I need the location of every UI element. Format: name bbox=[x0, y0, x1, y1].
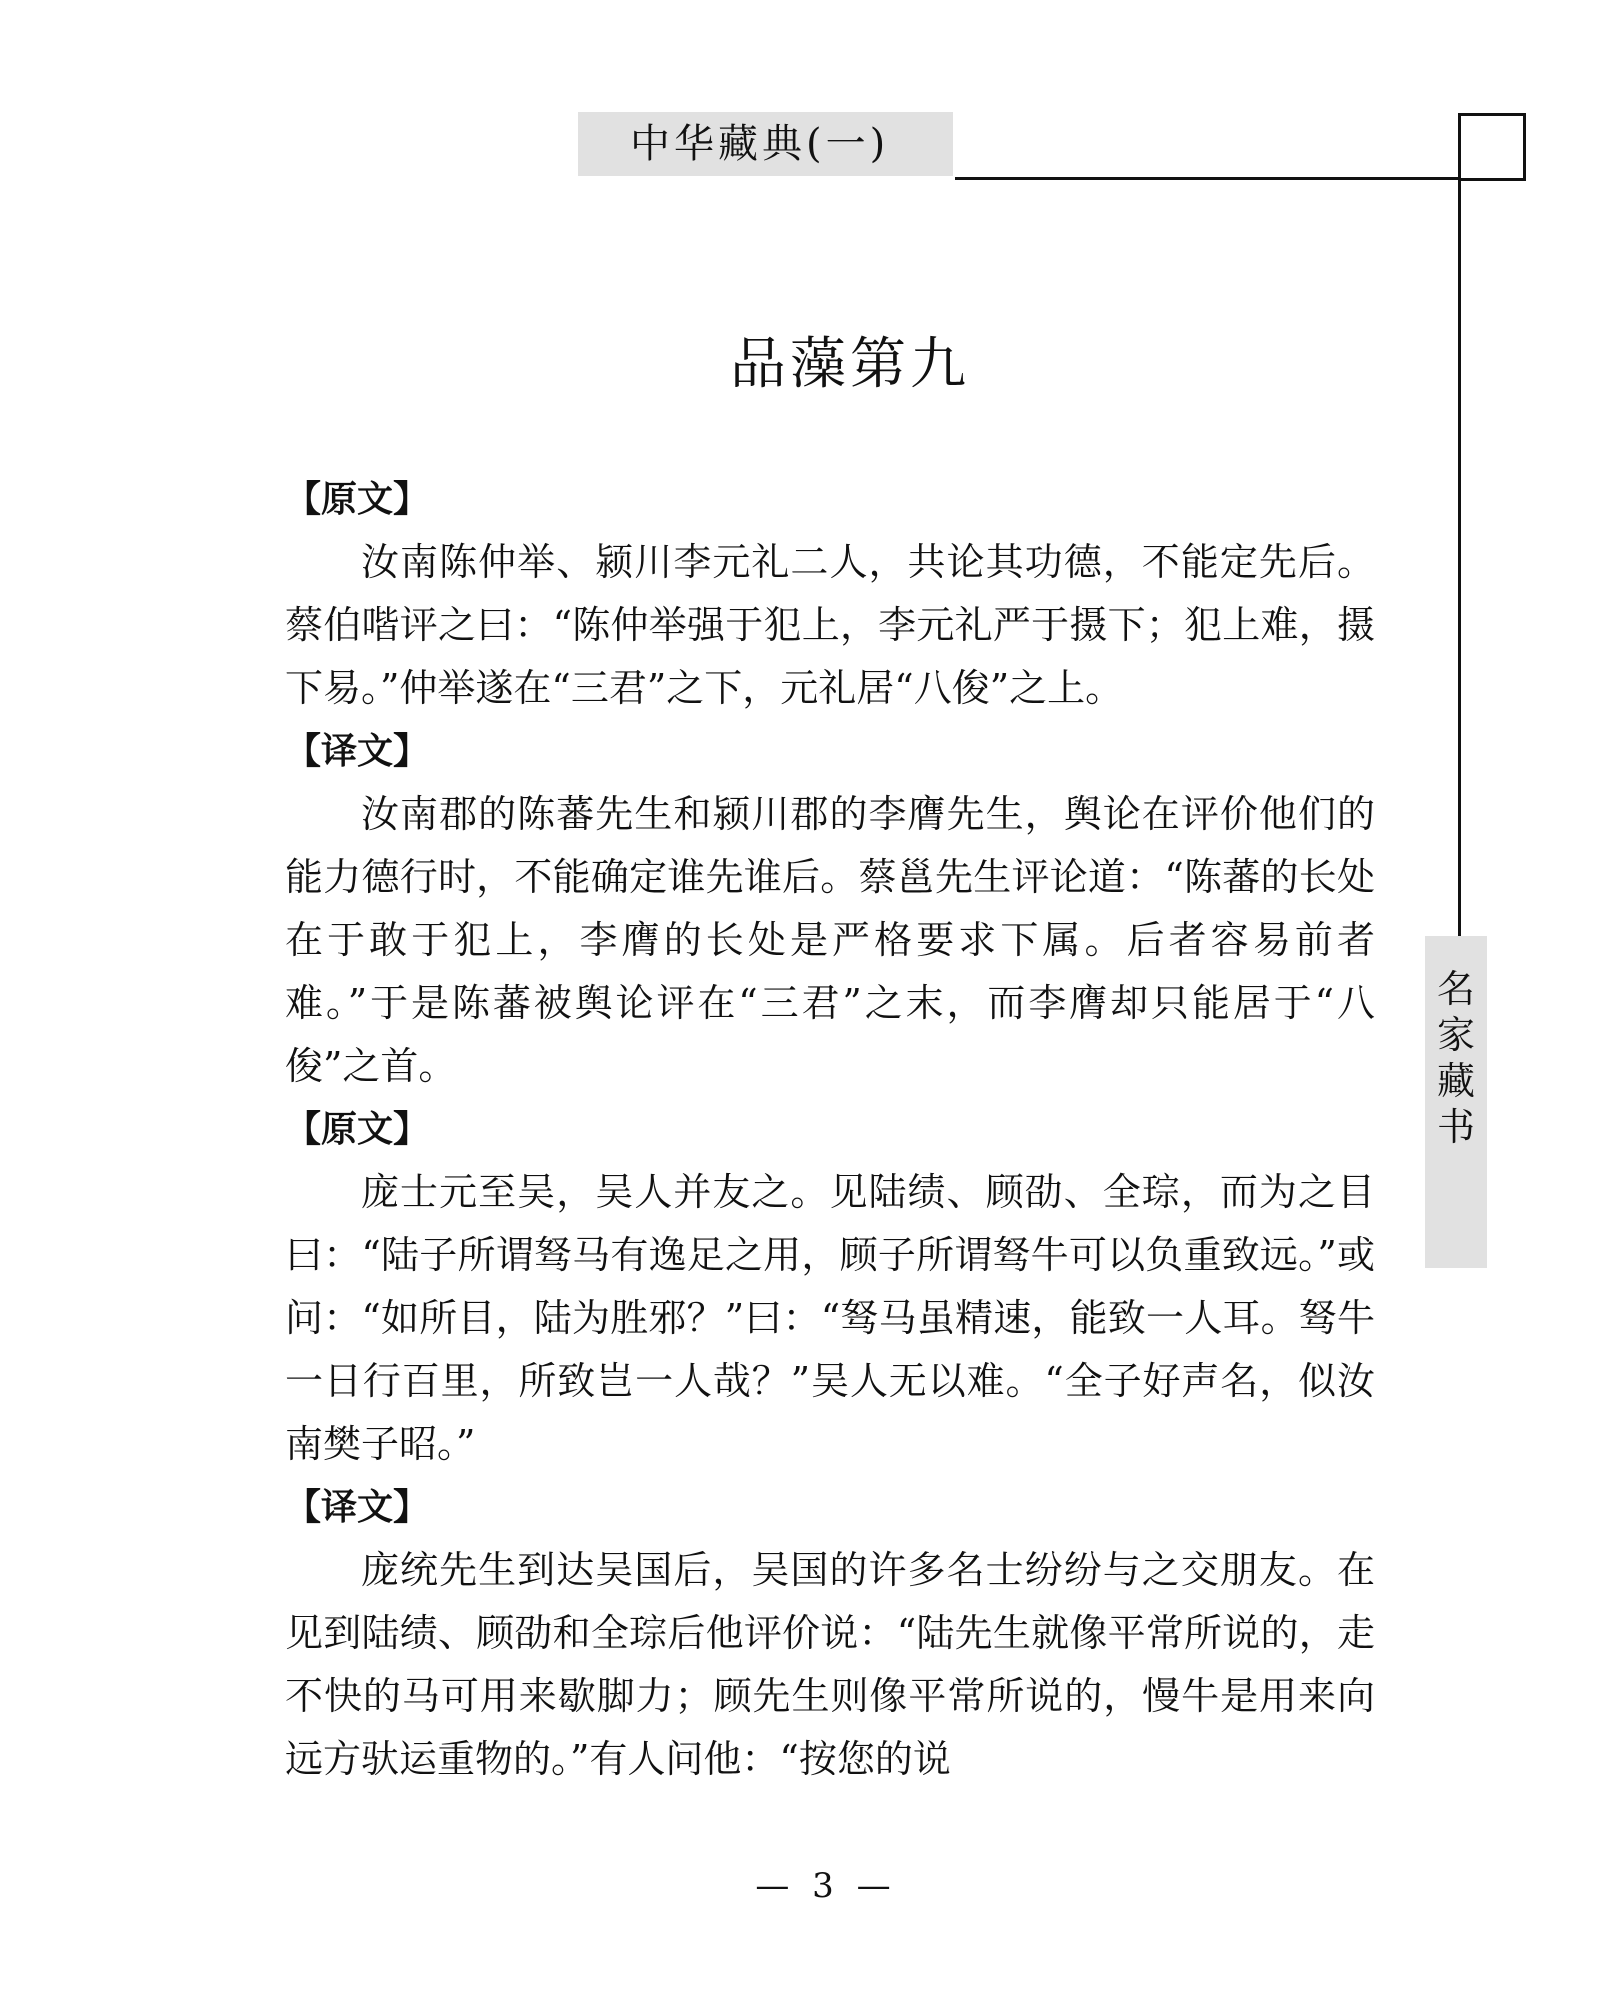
page-number: — 3 — bbox=[755, 1866, 897, 1906]
side-tab-char: 名 bbox=[1436, 967, 1475, 1011]
section-translation-1 bbox=[285, 720, 1375, 1098]
chapter-title: 品藻第九 bbox=[730, 332, 970, 397]
side-vertical-rule bbox=[1458, 176, 1461, 936]
section-label: 【原文】 bbox=[285, 479, 430, 520]
section-label: 【原文】 bbox=[285, 1109, 430, 1150]
paragraph: 庞士元至吴，吴人并友之。见陆绩、顾劭、全琮，而为之目曰：“陆子所谓驽马有逸足之用，顾子所谓驽牛可以负重致远。”或问：“如所目，陆为胜邪？”曰：“驽马虽精速，能致一人耳。驽牛一日行百里，所致岂一人哉？”吴人无以难。“全子好声名，似汝南樊子昭。” bbox=[285, 1170, 1375, 1466]
side-tab-char: 藏 bbox=[1436, 1059, 1475, 1103]
section-label: 【译文】 bbox=[285, 1487, 430, 1528]
header-rule bbox=[955, 177, 1525, 180]
paragraph: 汝南郡的陈蕃先生和颍川郡的李膺先生，舆论在评价他们的能力德行时，不能确定谁先谁后。蔡邕先生评论道：“陈蕃的长处在于敢于犯上，李膺的长处是严格要求下属。后者容易前者难。”于是陈蕃被舆论评在“三君”之末，而李膺却只能居于“八俊”之首。 bbox=[285, 792, 1375, 1088]
section-original-2 bbox=[285, 1098, 1375, 1476]
main-text bbox=[285, 468, 1375, 1791]
side-tab-char: 家 bbox=[1436, 1013, 1475, 1057]
section-original-1 bbox=[285, 468, 1375, 720]
section-label: 【译文】 bbox=[285, 731, 430, 772]
running-header-book-title: 中华藏典(一) bbox=[578, 112, 953, 176]
paragraph: 庞统先生到达吴国后，吴国的许多名士纷纷与之交朋友。在见到陆绩、顾劭和全琮后他评价说：“陆先生就像平常所说的，走不快的马可用来歇脚力；顾先生则像平常所说的，慢牛是用来向远方驮运重物的。”有人问他：“按您的说 bbox=[285, 1548, 1375, 1781]
side-tab-collection-name bbox=[1425, 936, 1487, 1268]
corner-box-ornament bbox=[1458, 113, 1526, 181]
paragraph: 汝南陈仲举、颍川李元礼二人，共论其功德，不能定先后。蔡伯喈评之曰：“陈仲举强于犯上，李元礼严于摄下；犯上难，摄下易。”仲举遂在“三君”之下，元礼居“八俊”之上。 bbox=[285, 540, 1375, 710]
side-tab-char: 书 bbox=[1436, 1105, 1475, 1149]
section-translation-2 bbox=[285, 1476, 1375, 1791]
